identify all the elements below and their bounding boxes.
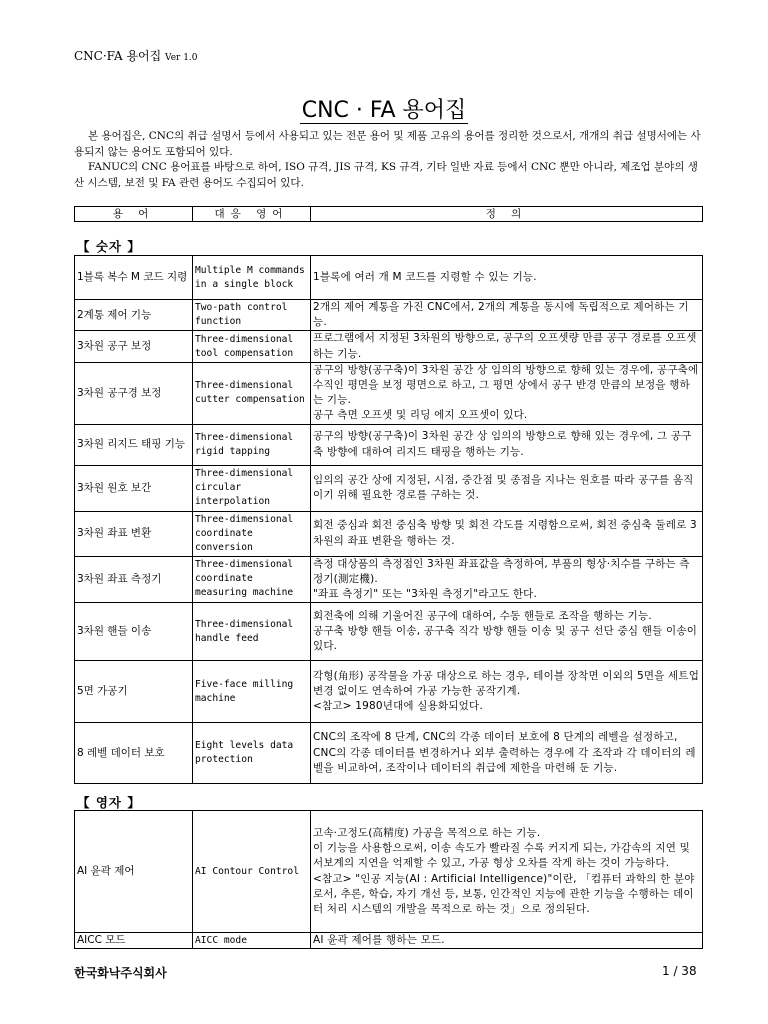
- table-row: [75, 556, 703, 603]
- table-row: [75, 424, 703, 465]
- definition-cell: AI 윤곽 제어를 행하는 모드.: [311, 933, 703, 949]
- definition-cell: 고속·고정도(高精度) 가공을 목적으로 하는 기능. 이 기능을 사용함으로써, 이송 속도가 빨라질 수록 커지게 되는, 가감속의 지연 및 서보계의 지연을 억제할 수 있고, 가공 형상 오차를 작게 하는 것이 가능하다. <참고> "인공 지능(AI : Artificial Intelligence)"이란, 「컴퓨터 과학의 한 분야로서, 추론, 학습, 자기 개선 등, 보통, 인간적인 지능에 관한 기능을 수행하는 데이터 처리 시스템의 개발을 목적으로 하는 것」으로 정의된다.: [311, 811, 703, 933]
- section-title-numbers: 【 숫자 】: [77, 239, 141, 254]
- term-cell: 3차원 좌표 변환: [75, 511, 193, 556]
- table-row: [75, 661, 703, 723]
- english-cell: Two-path control function: [193, 300, 311, 331]
- definition-cell: CNC의 조작에 8 단계, CNC의 각종 데이터 보호에 8 단계의 레벨을 설정하고, CNC의 각종 데이터를 변경하거나 외부 출력하는 경우에 각 조작과 각 데이터의 레벨을 비교하여, 조작이나 데이터의 취급에 제한을 마련해 둔 기능.: [311, 723, 703, 784]
- page-number: 1 / 38: [662, 964, 697, 978]
- english-cell: Multiple M commands in a single block: [193, 256, 311, 300]
- term-cell: 3차원 리지드 태핑 기능: [75, 424, 193, 465]
- col-definition-header: 정 의: [311, 207, 703, 222]
- table-row: [75, 256, 703, 300]
- definition-cell: 회전축에 의해 기울어진 공구에 대하여, 수동 핸들로 조작을 행하는 기능. 공구축 방향 핸들 이송, 공구축 직각 방향 핸들 이송 및 공구 선단 중심 핸들 이송이 있다.: [311, 603, 703, 661]
- definition-cell: 공구의 방향(공구축)이 3차원 공간 상 임의의 방향으로 향해 있는 경우에, 공구축에 수직인 평면을 보정 평면으로 하고, 그 평면 상에서 공구 반경 만큼의 보정을 행하는 기능. 공구 측면 오프셋 및 리딩 에지 오프셋이 있다.: [311, 362, 703, 424]
- term-cell: AI 윤곽 제어: [75, 811, 193, 933]
- table-row: [75, 933, 703, 949]
- running-header: [74, 47, 198, 64]
- english-cell: Three-dimensional cutter compensation: [193, 362, 311, 424]
- intro-paragraph-1: 본 용어집은, CNC의 취급 설명서 등에서 사용되고 있는 전문 용어 및 제품 고유의 용어를 정리한 것으로서, 개개의 취급 설명서에는 사용되지 않는 용어도 포함되어 있다.: [74, 130, 701, 158]
- definition-cell: 공구의 방향(공구축)이 3차원 공간 상 임의의 방향으로 향해 있는 경우에, 그 공구축 방향에 대하여 리지드 태핑을 행하는 기능.: [311, 424, 703, 465]
- term-cell: AICC 모드: [75, 933, 193, 949]
- terms-table-numbers: [74, 255, 703, 784]
- table-row: [75, 603, 703, 661]
- english-cell: Three-dimensional rigid tapping: [193, 424, 311, 465]
- footer-company: 한국화낙주식회사: [74, 966, 167, 980]
- table-row: [75, 465, 703, 511]
- column-header-row: [75, 207, 703, 222]
- col-english-header: 대응 영어: [193, 207, 311, 222]
- english-cell: Three-dimensional handle feed: [193, 603, 311, 661]
- header-title: CNC·FA 용어집: [74, 49, 162, 63]
- english-cell: Eight levels data protection: [193, 723, 311, 784]
- term-cell: 1블록 복수 M 코드 지령: [75, 256, 193, 300]
- term-cell: 3차원 핸들 이송: [75, 603, 193, 661]
- intro-paragraph-2: FANUC의 CNC 용어표를 바탕으로 하여, ISO 규격, JIS 규격, KS 규격, 기타 일반 자료 등에서 CNC 뿐만 아니라, 제조업 분야의 생산 시스템, 보전 및 FA 관련 용어도 수집되어 있다.: [74, 161, 698, 189]
- page-title-text: CNC · FA 용어집: [301, 98, 467, 123]
- english-cell: Three-dimensional tool compensation: [193, 331, 311, 362]
- section-title-letters: 【 영자 】: [77, 795, 141, 810]
- table-row: [75, 723, 703, 784]
- english-cell: Three-dimensional coordinate conversion: [193, 511, 311, 556]
- page-title: [0, 93, 768, 124]
- term-cell: 3차원 공구경 보정: [75, 362, 193, 424]
- term-cell: 3차원 공구 보정: [75, 331, 193, 362]
- definition-cell: 2개의 제어 계통을 가진 CNC에서, 2개의 계통을 동시에 독립적으로 제어하는 기능.: [311, 300, 703, 331]
- definition-cell: 임의의 공간 상에 지정된, 시점, 중간점 및 종점을 지나는 원호를 따라 공구를 움직이기 위해 필요한 경로를 구하는 것.: [311, 465, 703, 511]
- term-cell: 3차원 좌표 측정기: [75, 556, 193, 603]
- english-cell: Three-dimensional circular interpolation: [193, 465, 311, 511]
- definition-cell: 각형(角形) 공작물을 가공 대상으로 하는 경우, 테이블 장착면 이외의 5면을 세트업 변경 없이도 연속하여 가공 가능한 공작기계. <참고> 1980년대에 실용화되었다.: [311, 661, 703, 723]
- english-cell: AI Contour Control: [193, 811, 311, 933]
- table-row: [75, 300, 703, 331]
- definition-cell: 1블록에 여러 개 M 코드를 지령할 수 있는 기능.: [311, 256, 703, 300]
- intro: [74, 129, 704, 191]
- table-row: [75, 811, 703, 933]
- term-cell: 2계통 제어 기능: [75, 300, 193, 331]
- table-row: [75, 331, 703, 362]
- definition-cell: 프로그램에서 지정된 3차원의 방향으로, 공구의 오프셋량 만큼 공구 경로를 오프셋하는 기능.: [311, 331, 703, 362]
- english-cell: Five-face milling machine: [193, 661, 311, 723]
- english-cell: AICC mode: [193, 933, 311, 949]
- table-row: [75, 511, 703, 556]
- term-cell: 8 레벨 데이터 보호: [75, 723, 193, 784]
- table-row: [75, 362, 703, 424]
- col-term-header: 용 어: [75, 207, 193, 222]
- term-cell: 3차원 원호 보간: [75, 465, 193, 511]
- terms-table-letters: [74, 810, 703, 949]
- definition-cell: 회전 중심과 회전 중심축 방향 및 회전 각도를 지령함으로써, 회전 중심축 둘레로 3차원의 좌표 변환을 행하는 것.: [311, 511, 703, 556]
- header-version: Ver 1.0: [165, 53, 198, 63]
- term-cell: 5면 가공기: [75, 661, 193, 723]
- english-cell: Three-dimensional coordinate measuring machine: [193, 556, 311, 603]
- definition-cell: 측정 대상품의 측정점인 3차원 좌표값을 측정하여, 부품의 형상·치수를 구하는 측정기(測定機). "좌표 측정기" 또는 "3차원 측정기"라고도 한다.: [311, 556, 703, 603]
- column-header-table: [74, 206, 703, 222]
